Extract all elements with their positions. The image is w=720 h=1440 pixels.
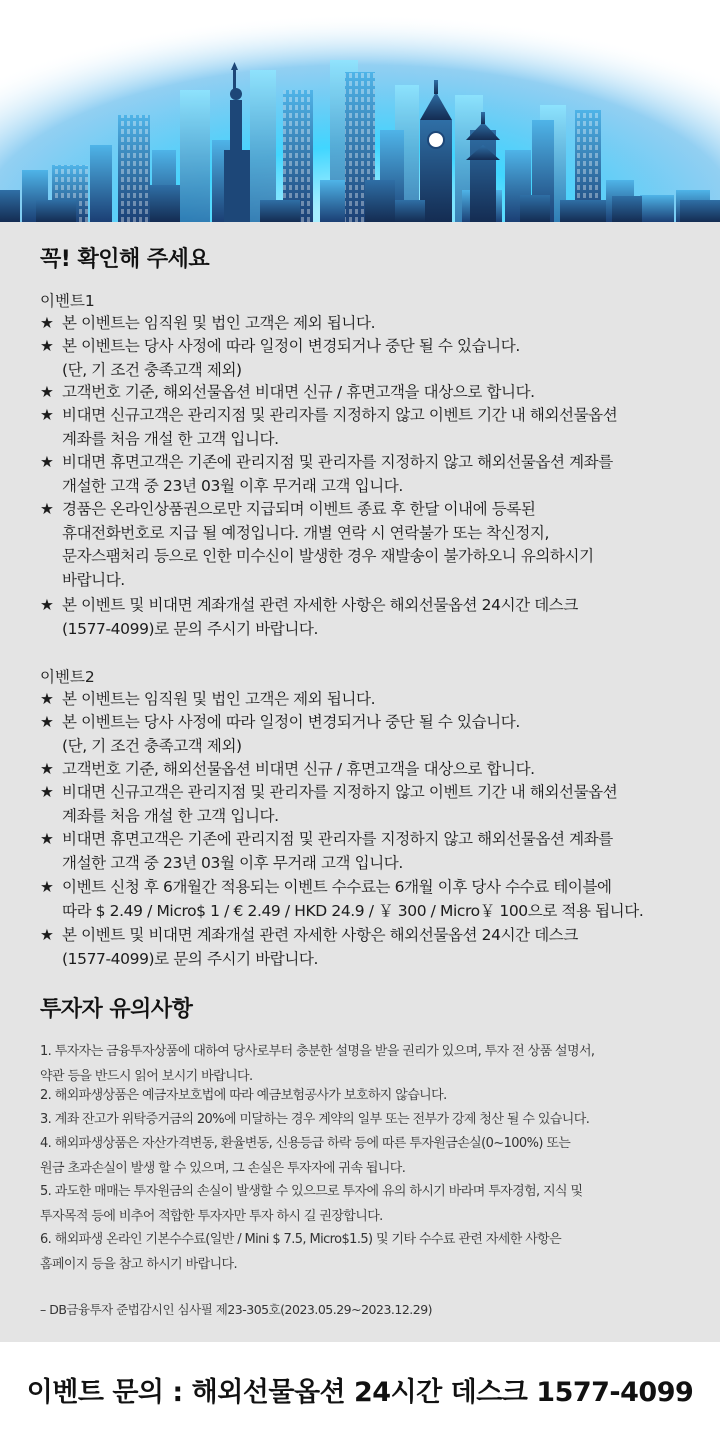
skyline-illustration	[0, 0, 720, 222]
skyline-banner	[0, 0, 720, 222]
star-bullet-icon: ★	[40, 926, 54, 944]
star-bullet-icon: ★	[40, 383, 54, 401]
notice-item-6: 6. 해외파생 온라인 기본수수료(일반 / Mini $ 7.5, Micro$1.5) 및 기타 수수료 관련 자세한 사항은 홈페이지 등을 참고 하시기 바랍니다.	[40, 1232, 562, 1272]
star-bullet-icon: ★	[40, 453, 54, 471]
event1-label: 이벤트1	[40, 292, 95, 310]
event2-item-text: 고객번호 기준, 해외선물옵션 비대면 신규 / 휴면고객을 대상으로 합니다.	[62, 760, 535, 778]
event-inquiry-contact: 이벤트 문의 : 해외선물옵션 24시간 데스크 1577-4099	[26, 1377, 694, 1408]
notice-item-4: 4. 해외파생상품은 자산가격변동, 환율변동, 신용등급 하락 등에 따른 투자원금손실(0~100%) 또는 원금 초과손실이 발생 할 수 있으며, 그 손실은 투자자에 귀속 됩니다.	[40, 1136, 571, 1176]
star-bullet-icon: ★	[40, 596, 54, 614]
event1-item-text: 비대면 휴면고객은 기존에 관리지점 및 관리자를 지정하지 않고 해외선물옵션 계좌를 개설한 고객 중 23년 03월 이후 무거래 고객 입니다.	[62, 453, 613, 495]
investor-notice-title: 투자자 유의사항	[40, 997, 193, 1022]
notice-item-5: 5. 과도한 매매는 투자원금의 손실이 발생할 수 있으므로 투자에 유의 하시기 바라며 투자경험, 지식 및 투자목적 등에 비추어 적합한 투자자만 투자 하시 길 권장합니다.	[40, 1184, 583, 1224]
star-bullet-icon: ★	[40, 406, 54, 424]
checklist-title: 꼭! 확인해 주세요	[40, 247, 210, 272]
star-bullet-icon: ★	[40, 314, 54, 332]
event2-item-text: 비대면 신규고객은 관리지점 및 관리자를 지정하지 않고 이벤트 기간 내 해외선물옵션 계좌를 처음 개설 한 고객 입니다.	[62, 783, 618, 825]
event2-item-text: 비대면 휴면고객은 기존에 관리지점 및 관리자를 지정하지 않고 해외선물옵션 계좌를 개설한 고객 중 23년 03월 이후 무거래 고객 입니다.	[62, 830, 613, 872]
contact-footer	[0, 1342, 720, 1440]
star-bullet-icon: ★	[40, 690, 54, 708]
event2-item-text: 본 이벤트는 당사 사정에 따라 일정이 변경되거나 중단 될 수 있습니다. (단, 기 조건 충족고객 제외)	[62, 713, 520, 755]
event1-item-text: 본 이벤트는 임직원 및 법인 고객은 제외 됩니다.	[62, 314, 376, 332]
star-bullet-icon: ★	[40, 783, 54, 801]
event1-item-text: 고객번호 기준, 해외선물옵션 비대면 신규 / 휴면고객을 대상으로 합니다.	[62, 383, 535, 401]
event1-item-text: 비대면 신규고객은 관리지점 및 관리자를 지정하지 않고 이벤트 기간 내 해외선물옵션 계좌를 처음 개설 한 고객 입니다.	[62, 406, 618, 448]
notice-item-2: 2. 해외파생상품은 예금자보호법에 따라 예금보험공사가 보호하지 않습니다.	[40, 1088, 447, 1103]
event1-item-text: 경품은 온라인상품권으로만 지급되며 이벤트 종료 후 한달 이내에 등록된 휴대전화번호로 지급 될 예정입니다. 개별 연락 시 연락불가 또는 착신정지, 문자스팸처리 등으로 인한 미수신이 발생한 경우 재발송이 불가하오니 유의하시기 바랍니다.	[62, 500, 594, 589]
event2-item-text: 본 이벤트는 임직원 및 법인 고객은 제외 됩니다.	[62, 690, 376, 708]
event1-item-text: 본 이벤트 및 비대면 계좌개설 관련 자세한 사항은 해외선물옵션 24시간 데스크 (1577-4099)로 문의 주시기 바랍니다.	[62, 596, 578, 638]
star-bullet-icon: ★	[40, 830, 54, 848]
notice-item-1: 1. 투자자는 금융투자상품에 대하여 당사로부터 충분한 설명을 받을 권리가 있으며, 투자 전 상품 설명서, 약관 등을 반드시 읽어 보시기 바랍니다.	[40, 1044, 595, 1084]
star-bullet-icon: ★	[40, 337, 54, 355]
event1-item-text: 본 이벤트는 당사 사정에 따라 일정이 변경되거나 중단 될 수 있습니다. (단, 기 조건 충족고객 제외)	[62, 337, 520, 379]
star-bullet-icon: ★	[40, 878, 54, 896]
event2-item-text: 이벤트 신청 후 6개월간 적용되는 이벤트 수수료는 6개월 이후 당사 수수료 테이블에 따라 $ 2.49 / Micro$ 1 / € 2.49 / HKD 24.9 / ￥ 300 / Micro￥ 100으로 적용 됩니다.	[62, 878, 644, 920]
star-bullet-icon: ★	[40, 500, 54, 518]
event2-label: 이벤트2	[40, 668, 95, 686]
event2-item-text: 본 이벤트 및 비대면 계좌개설 관련 자세한 사항은 해외선물옵션 24시간 데스크 (1577-4099)로 문의 주시기 바랍니다.	[62, 926, 578, 968]
compliance-approval-note: – DB금융투자 준법감시인 심사필 제23-305호(2023.05.29~2023.12.29)	[40, 1302, 433, 1317]
star-bullet-icon: ★	[40, 760, 54, 778]
star-bullet-icon: ★	[40, 713, 54, 731]
notice-item-3: 3. 계좌 잔고가 위탁증거금의 20%에 미달하는 경우 계약의 일부 또는 전부가 강제 청산 될 수 있습니다.	[40, 1112, 590, 1127]
